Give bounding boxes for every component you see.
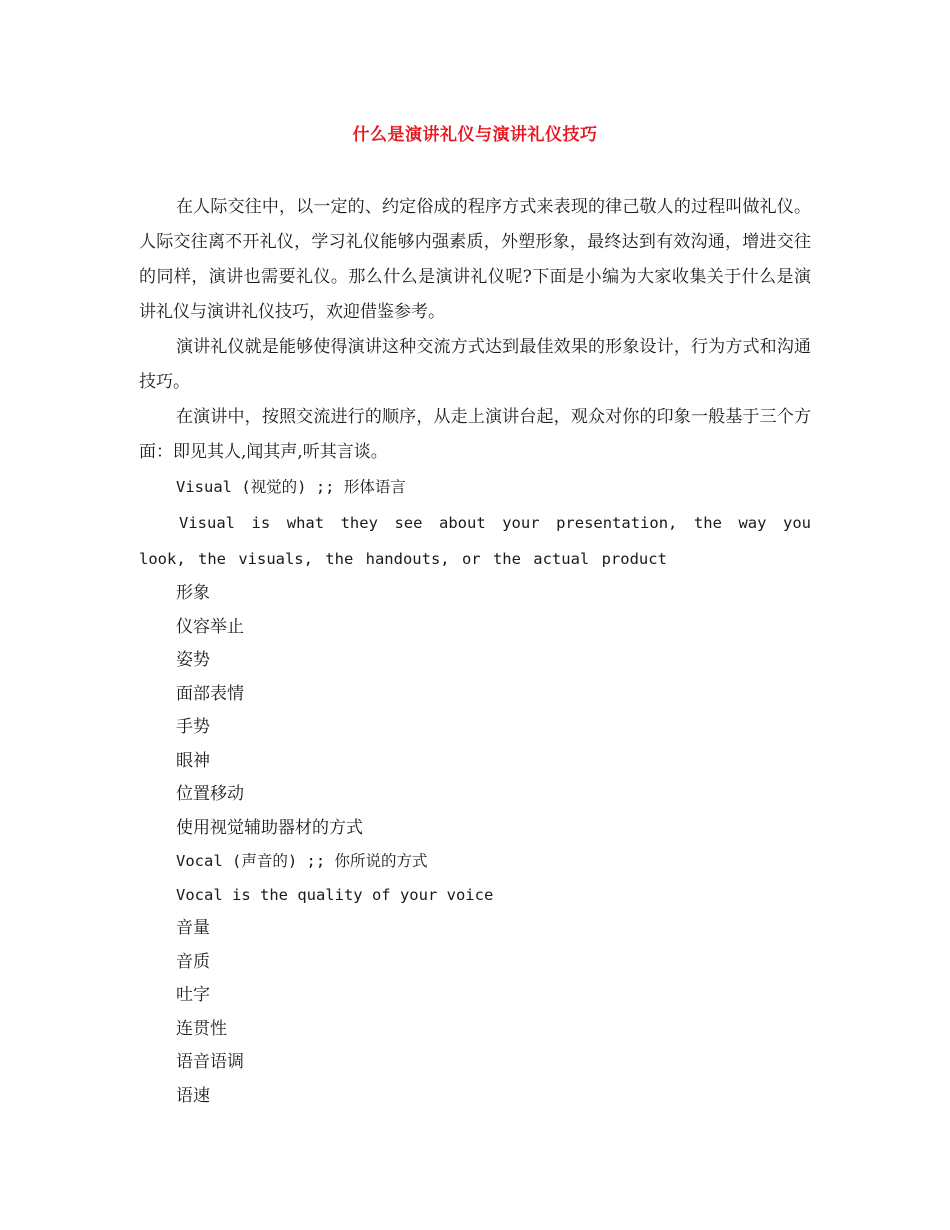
visual-item: 位置移动	[176, 784, 244, 804]
visual-heading: Visual (视觉的) ;; 形体语言	[176, 478, 406, 496]
vocal-heading: Vocal (声音的) ;; 你所说的方式	[176, 852, 428, 870]
vocal-item: 语速	[176, 1085, 210, 1106]
three-aspects-paragraph: 在演讲中，按照交流进行的顺序，从走上演讲台起，观众对你的印象一般基于三个方面：即见其人,闻其声,听其言谈。	[139, 407, 811, 462]
vocal-item: 音质	[176, 951, 210, 972]
vocal-item: 音量	[176, 918, 210, 938]
visual-item: 手势	[176, 717, 210, 737]
vocal-item: 吐字	[176, 985, 210, 1005]
visual-item: 仪容举止	[176, 616, 244, 637]
visual-description: Visual is what they see about your presentation, the way you look, the visuals, the handouts, or the actual product	[139, 514, 811, 568]
definition-paragraph: 演讲礼仪就是能够使得演讲这种交流方式达到最佳效果的形象设计，行为方式和沟通技巧。	[139, 337, 811, 392]
visual-item: 姿势	[176, 650, 210, 670]
visual-item: 形象	[176, 583, 210, 603]
document-title: 什么是演讲礼仪与演讲礼仪技巧	[352, 125, 598, 145]
vocal-description: Vocal is the quality of your voice	[176, 885, 494, 904]
visual-item: 面部表情	[176, 683, 244, 704]
intro-paragraph: 在人际交往中，以一定的、约定俗成的程序方式来表现的律己敬人的过程叫做礼仪。人际交往离不开礼仪，学习礼仪能够内强素质，外塑形象，最终达到有效沟通，增进交往的同样，演讲也需要礼仪。那么什么是演讲礼仪呢?下面是小编为大家收集关于什么是演讲礼仪与演讲礼仪技巧，欢迎借鉴参考。	[139, 197, 811, 322]
visual-item: 眼神	[176, 750, 210, 771]
document-body	[139, 190, 811, 1113]
vocal-item: 连贯性	[176, 1018, 227, 1039]
visual-item: 使用视觉辅助器材的方式	[176, 817, 363, 838]
vocal-item: 语音语调	[176, 1052, 244, 1072]
